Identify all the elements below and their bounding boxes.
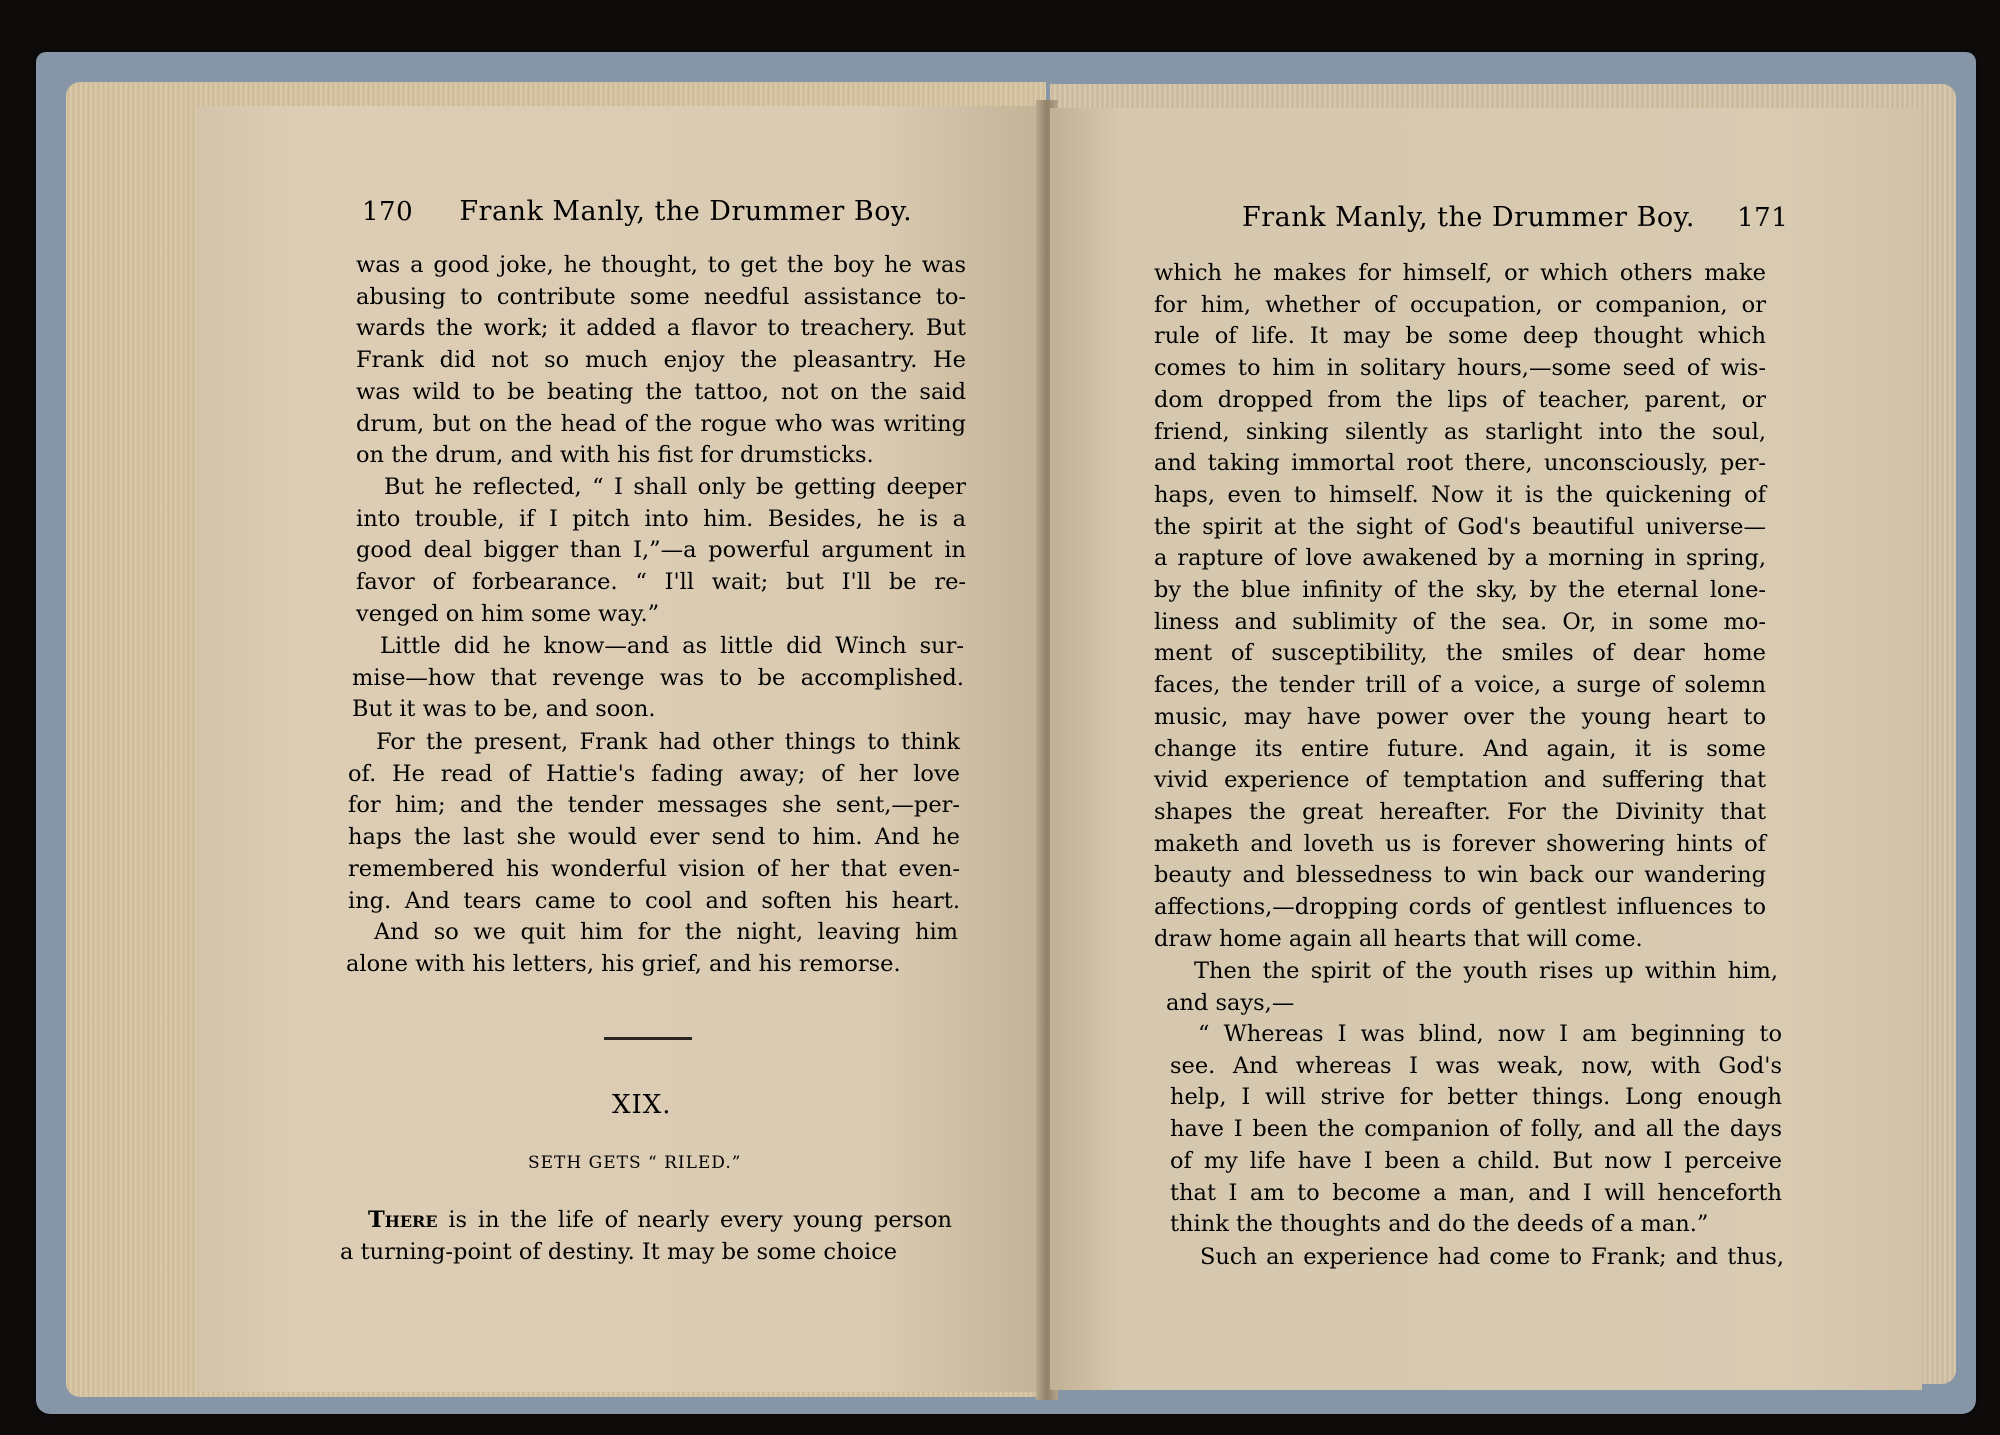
text-line: ing. And tears came to cool and soften his heart.: [348, 887, 960, 914]
text-line: comes to him in solitary hours,—some seed of wis-: [1154, 355, 1766, 382]
text-line: that I am to become a man, and I will henceforth: [1170, 1179, 1782, 1206]
text-line: on the drum, and with his fist for drumsticks.: [356, 442, 874, 469]
text-line: mise—how that revenge was to be accomplished.: [352, 664, 964, 691]
text-line: and taking immortal root there, unconsciously, per-: [1154, 450, 1766, 477]
text-line: friend, sinking silently as starlight into the soul,: [1154, 418, 1766, 445]
text-line: ment of susceptibility, the smiles of dear home: [1154, 640, 1766, 667]
text-line: help, I will strive for better things. Long enough: [1170, 1084, 1782, 1111]
right-page-header: [1242, 202, 1788, 233]
text-line: music, may have power over the young heart to: [1154, 703, 1766, 730]
text-line: have I been the companion of folly, and all the days: [1170, 1116, 1782, 1143]
text-line: by the blue infinity of the sky, by the eternal lone-: [1154, 577, 1766, 604]
text-line: Then the spirit of the youth rises up within him,: [1194, 958, 1778, 984]
text-line: good deal bigger than I,”—a powerful argument in: [356, 537, 966, 564]
paragraph-lead: There: [368, 1207, 438, 1233]
text-line: favor of forbearance. “ I'll wait; but I'll be re-: [356, 569, 966, 596]
section-rule: [604, 1037, 692, 1040]
text-line: maketh and loveth us is forever showering hints of: [1154, 830, 1766, 857]
text-line: draw home again all hearts that will come.: [1154, 925, 1643, 952]
text-line: dom dropped from the lips of teacher, parent, or: [1154, 386, 1766, 413]
text-line: For the present, Frank had other things to think: [376, 729, 960, 755]
text-line: haps the last she would ever send to him. And he: [348, 824, 960, 851]
text-line: Frank did not so much enjoy the pleasantry. He: [356, 347, 966, 374]
text-line: change its entire future. And again, it is some: [1154, 735, 1766, 762]
text-line: for him; and the tender messages she sent,—per-: [348, 792, 960, 819]
left-paragraph-3: [352, 631, 964, 726]
text-line: and says,—: [1166, 989, 1295, 1016]
text-line: vivid experience of temptation and suffering that: [1154, 767, 1766, 794]
text-line: of. He read of Hattie's fading away; of her love: [348, 760, 960, 787]
right-paragraph-3: [1170, 1019, 1782, 1241]
text-line: beauty and blessedness to win back our wandering: [1154, 862, 1766, 889]
text-line: wards the work; it added a flavor to treachery. But: [356, 315, 966, 342]
text-line: the spirit at the sight of God's beautiful universe—: [1154, 513, 1766, 540]
text-line: think the thoughts and do the deeds of a man.”: [1170, 1211, 1709, 1238]
right-paragraph-4: [1172, 1242, 1784, 1274]
text-line: a rapture of love awakened by a morning in spring,: [1154, 545, 1766, 572]
text-line: was wild to be beating the tattoo, not on the said: [356, 378, 966, 405]
chapter-number: XIX.: [612, 1090, 672, 1120]
page-number: 171: [1737, 203, 1789, 233]
text-line: But it was to be, and soon.: [352, 696, 656, 723]
text-line: shapes the great hereafter. For the Divinity that: [1154, 798, 1766, 825]
chapter-title: SETH GETS “ RILED.”: [528, 1153, 742, 1173]
left-paragraph-4: [348, 727, 960, 917]
text-line: Little did he know—and as little did Winch sur-: [380, 633, 964, 659]
left-paragraph-6: [340, 1205, 952, 1268]
text-line: faces, the tender trill of a voice, a surge of solemn: [1154, 672, 1766, 699]
text-line: liness and sublimity of the sea. Or, in some mo-: [1154, 608, 1766, 635]
text-line: drum, but on the head of the rogue who was writing: [356, 410, 966, 437]
text-line: venged on him some way.”: [356, 600, 660, 627]
text-line: haps, even to himself. Now it is the quickening of: [1154, 481, 1766, 508]
right-paragraph-2: [1166, 956, 1778, 1019]
text-line: into trouble, if I pitch into him. Besides, he is a: [356, 505, 966, 532]
text-line: of my life have I been a child. But now I perceive: [1170, 1147, 1782, 1174]
text-line: was a good joke, he thought, to get the boy he was: [356, 252, 966, 278]
text-line: alone with his letters, his grief, and his remorse.: [346, 950, 901, 977]
text-line: abusing to contribute some needful assistance to-: [356, 283, 966, 310]
text-line: see. And whereas I was weak, now, with God's: [1170, 1052, 1782, 1079]
text-line: Such an experience had come to Frank; and thus,: [1200, 1244, 1784, 1270]
left-paragraph-5: [346, 917, 958, 980]
text-line: remembered his wonderful vision of her that even-: [348, 855, 960, 882]
left-page-header: [362, 196, 912, 227]
text-line: But he reflected, “ I shall only be getting deeper: [384, 474, 966, 500]
text-line: a turning-point of destiny. It may be some choice: [340, 1238, 898, 1265]
left-paragraph-2: [356, 472, 966, 631]
text-line: rule of life. It may be some deep thought which: [1154, 323, 1766, 350]
right-paragraph-1: [1154, 258, 1766, 955]
page-number: 170: [362, 197, 414, 227]
text-line: “ Whereas I was blind, now I am beginning to: [1198, 1021, 1782, 1047]
text-line: which he makes for himself, or which others make: [1154, 260, 1766, 286]
text-line: affections,—dropping cords of gentlest influences to: [1154, 894, 1766, 921]
text-line: for him, whether of occupation, or companion, or: [1154, 291, 1766, 318]
left-paragraph-1: [356, 250, 966, 472]
text-line: And so we quit him for the night, leaving him: [374, 919, 958, 945]
running-title: Frank Manly, the Drummer Boy.: [459, 196, 913, 227]
running-title: Frank Manly, the Drummer Boy.: [1242, 202, 1695, 233]
text-line: is in the life of nearly every young person: [448, 1207, 952, 1233]
